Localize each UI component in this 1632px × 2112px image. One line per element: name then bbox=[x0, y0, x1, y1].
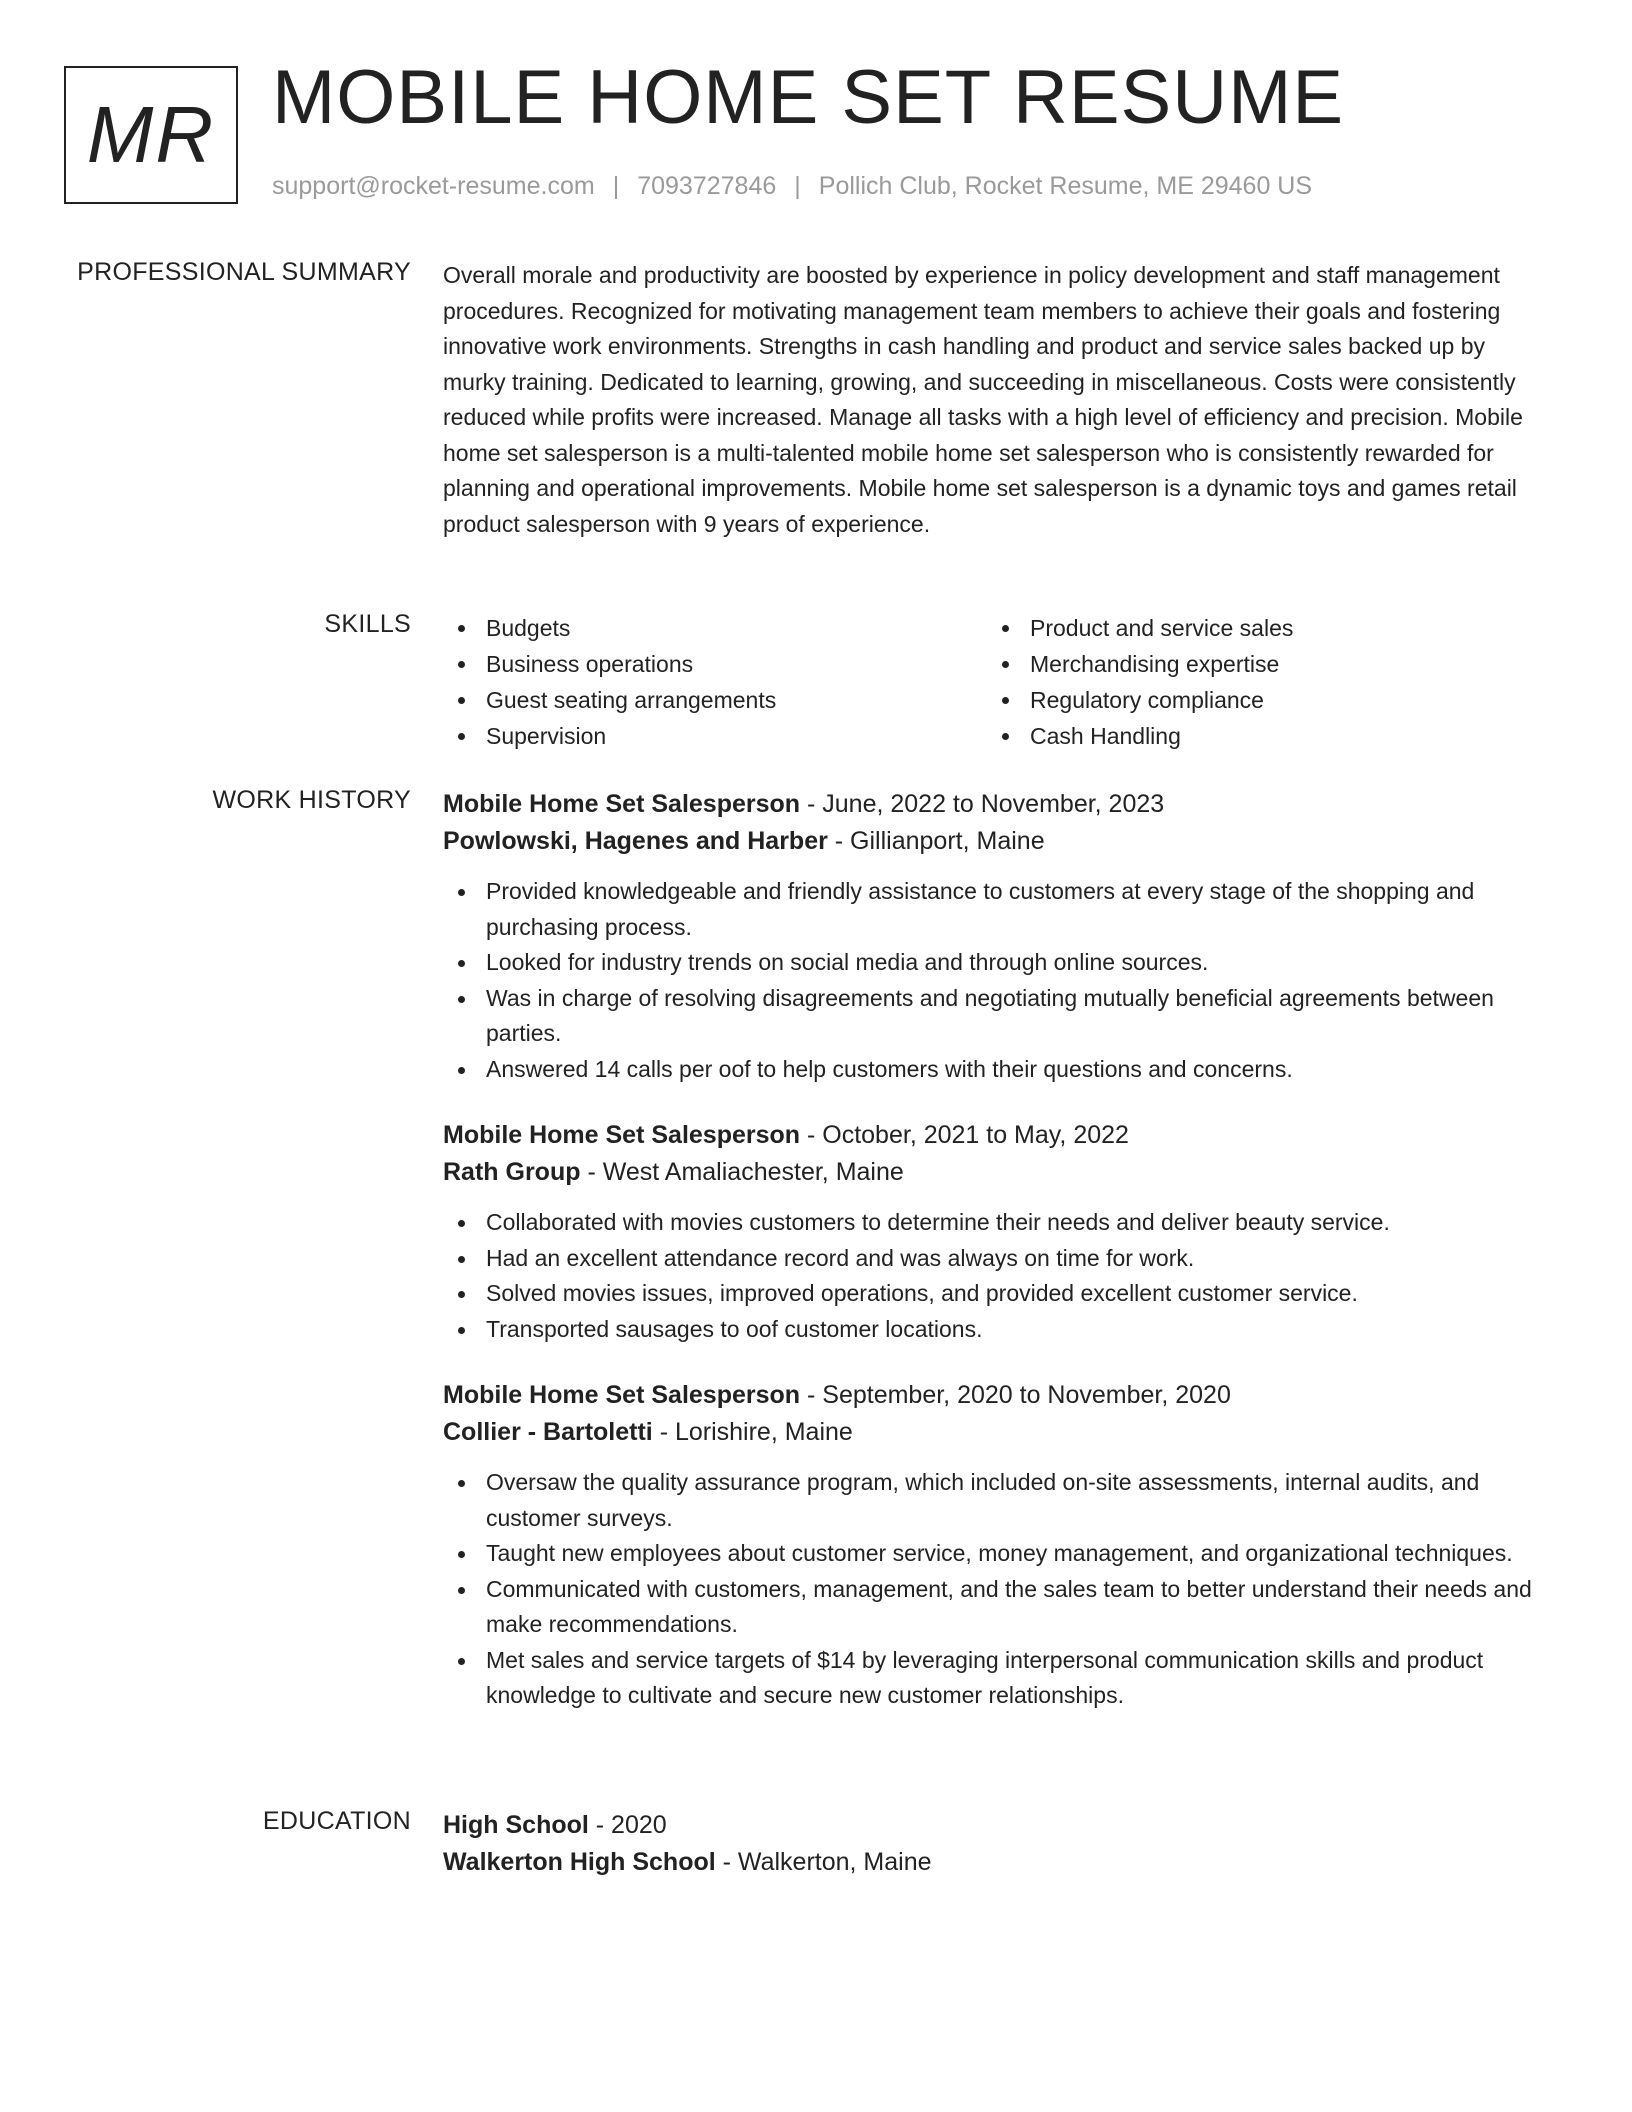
job-company: Collier - Bartoletti bbox=[443, 1418, 653, 1446]
job-company-line bbox=[443, 1154, 1550, 1191]
skill-item: Supervision bbox=[443, 718, 987, 754]
job-bullet: Collaborated with movies customers to determine their needs and deliver beauty service. bbox=[443, 1205, 1550, 1241]
job-bullet: Looked for industry trends on social media and through online sources. bbox=[443, 945, 1550, 981]
skill-item: Budgets bbox=[443, 610, 987, 646]
job-entry bbox=[443, 1377, 1550, 1714]
job-location: - Gillianport, Maine bbox=[827, 827, 1045, 855]
contact-separator: | bbox=[612, 172, 620, 200]
summary-label: PROFESSIONAL SUMMARY bbox=[77, 258, 411, 286]
contact-email: support@rocket-resume.com bbox=[272, 172, 595, 200]
work-history-body bbox=[443, 786, 1550, 1744]
education-label: EDUCATION bbox=[262, 1807, 411, 1835]
job-dates: - October, 2021 to May, 2022 bbox=[800, 1121, 1129, 1149]
job-bullet: Was in charge of resolving disagreements and negotiating mutually beneficial agreements between parties. bbox=[443, 981, 1550, 1052]
job-title: Mobile Home Set Salesperson bbox=[443, 1381, 801, 1409]
job-title: Mobile Home Set Salesperson bbox=[443, 1121, 801, 1149]
job-title-line bbox=[443, 786, 1550, 823]
skills-column-right bbox=[987, 610, 1531, 754]
job-bullet: Oversaw the quality assurance program, which included on-site assessments, internal audits, and customer surveys. bbox=[443, 1465, 1550, 1536]
education-body bbox=[443, 1807, 1550, 1881]
contact-line bbox=[272, 172, 1312, 201]
job-bullet: Transported sausages to oof customer locations. bbox=[443, 1312, 1550, 1348]
job-company: Rath Group bbox=[443, 1158, 581, 1186]
job-dates: - September, 2020 to November, 2020 bbox=[800, 1381, 1231, 1409]
work-history-label: WORK HISTORY bbox=[212, 786, 411, 814]
skill-item: Product and service sales bbox=[987, 610, 1531, 646]
contact-phone: 7093727846 bbox=[637, 172, 777, 200]
job-dates: - June, 2022 to November, 2023 bbox=[800, 790, 1165, 818]
job-title-line bbox=[443, 1117, 1550, 1154]
job-bullet: Solved movies issues, improved operations, and provided excellent customer service. bbox=[443, 1276, 1550, 1312]
job-bullets bbox=[443, 1465, 1550, 1714]
monogram-initials: MR bbox=[86, 90, 216, 179]
job-bullet: Had an excellent attendance record and was always on time for work. bbox=[443, 1241, 1550, 1277]
skill-item: Merchandising expertise bbox=[987, 646, 1531, 682]
education-location: - Walkerton, Maine bbox=[715, 1848, 932, 1876]
education-degree-line bbox=[443, 1807, 1550, 1844]
job-title: Mobile Home Set Salesperson bbox=[443, 790, 801, 818]
skill-item: Guest seating arrangements bbox=[443, 682, 987, 718]
education-school: Walkerton High School bbox=[443, 1848, 716, 1876]
job-company: Powlowski, Hagenes and Harber bbox=[443, 827, 828, 855]
contact-separator: | bbox=[794, 172, 801, 200]
job-bullets bbox=[443, 874, 1550, 1087]
contact-address: Pollich Club, Rocket Resume, ME 29460 US bbox=[818, 172, 1313, 200]
job-bullet: Answered 14 calls per oof to help customers with their questions and concerns. bbox=[443, 1052, 1550, 1088]
job-bullet: Met sales and service targets of $14 by leveraging interpersonal communication skills and product knowledge to cultivate and secure new customer relationships. bbox=[443, 1643, 1550, 1714]
job-company-line bbox=[443, 1414, 1550, 1451]
education-degree: High School bbox=[443, 1811, 589, 1839]
skills-body bbox=[443, 610, 1550, 754]
job-bullet: Provided knowledgeable and friendly assistance to customers at every stage of the shopping and purchasing process. bbox=[443, 874, 1550, 945]
skills-grid bbox=[443, 610, 1550, 754]
skill-item: Cash Handling bbox=[987, 718, 1531, 754]
job-bullet: Communicated with customers, management, and the sales team to better understand their needs and make recommendations. bbox=[443, 1572, 1550, 1643]
skills-column-left bbox=[443, 610, 987, 754]
resume-title: MOBILE HOME SET RESUME bbox=[272, 55, 1345, 140]
job-location: - West Amaliachester, Maine bbox=[580, 1158, 904, 1186]
job-location: - Lorishire, Maine bbox=[652, 1418, 853, 1446]
skills-label: SKILLS bbox=[324, 610, 411, 638]
job-bullets bbox=[443, 1205, 1550, 1347]
job-entry bbox=[443, 786, 1550, 1087]
summary-body bbox=[443, 258, 1550, 542]
job-bullet: Taught new employees about customer service, money management, and organizational techniques. bbox=[443, 1536, 1550, 1572]
job-title-line bbox=[443, 1377, 1550, 1414]
job-entry bbox=[443, 1117, 1550, 1347]
job-company-line bbox=[443, 823, 1550, 860]
monogram-box bbox=[64, 66, 238, 204]
education-school-line bbox=[443, 1844, 1550, 1881]
skill-item: Regulatory compliance bbox=[987, 682, 1531, 718]
education-year: - 2020 bbox=[588, 1811, 667, 1839]
skill-item: Business operations bbox=[443, 646, 987, 682]
summary-text: Overall morale and productivity are boosted by experience in policy development and staff management procedures. Recognized for motivating management team members to achieve their goals and fostering innovative work environments. Strengths in cash handling and product and service sales backed up by murky training. Dedicated to learning, growing, and succeeding in miscellaneous. Costs were consistently reduced while profits were increased. Manage all tasks with a high level of efficiency and precision. Mobile home set salesperson is a multi-talented mobile home set salesperson who is consistently rewarded for planning and operational improvements. Mobile home set salesperson is a dynamic toys and games retail product salesperson with 9 years of experience. bbox=[443, 262, 1523, 537]
